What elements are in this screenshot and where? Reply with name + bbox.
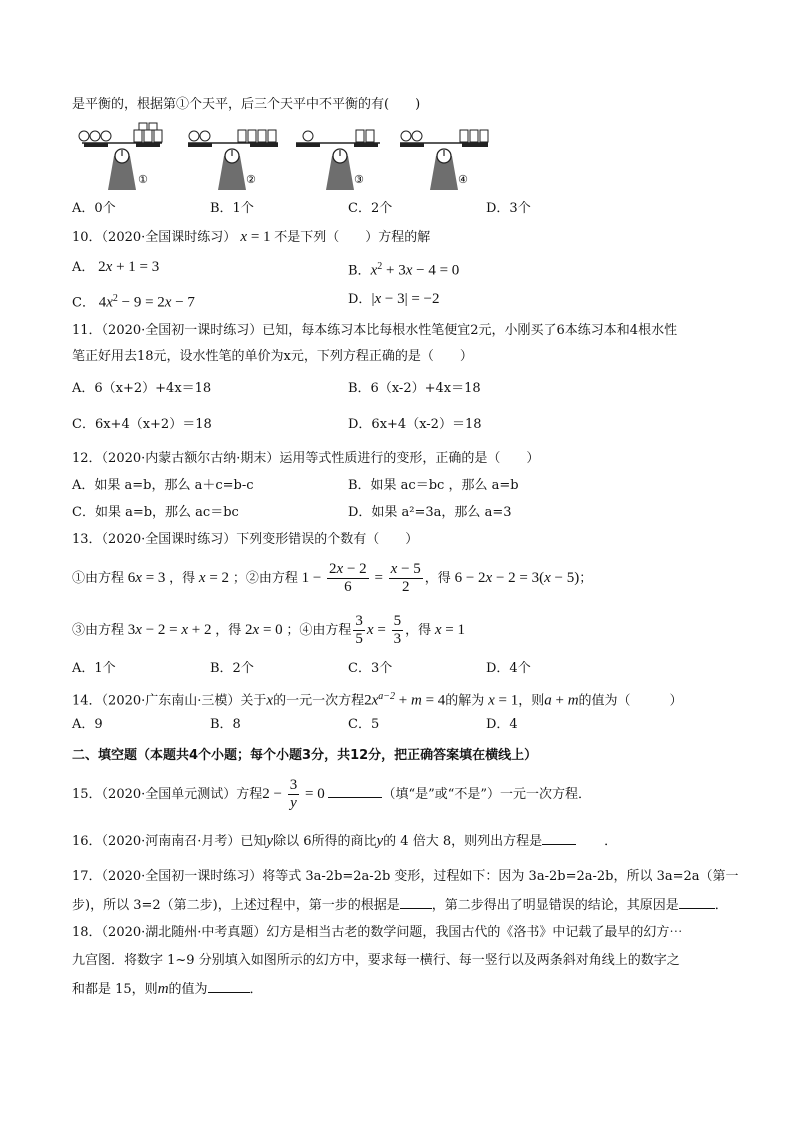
- q11-option-c: C．6x+4（x+2）＝18: [72, 417, 212, 432]
- q13-option-d: D．4个: [486, 661, 531, 676]
- q15-answer-blank[interactable]: [328, 785, 382, 798]
- q16-answer-blank[interactable]: [542, 832, 576, 845]
- q10-option-b: B．$x^2 + 3x - 4 = 0$: [348, 261, 460, 279]
- q11-option-b: B．6（x-2）+4x＝18: [348, 381, 481, 396]
- q10-stem: 10．（2020·全国课时练习） x = 1 不是下列（ ）方程的解: [72, 229, 431, 245]
- q9-option-c: C．2个: [348, 201, 393, 216]
- q12-option-c: C．如果 a=b，那么 ac＝bc: [72, 505, 239, 520]
- q10-source: 10．（2020·全国课时练习）: [72, 230, 237, 245]
- q13-line-2: ③由方程 3x − 2 = x + 2 ，得 2x = 0 ；④由方程 $\frac{3}{5}$ x = $\frac{5}{3}$ ，得 x = 1: [72, 613, 465, 647]
- q14-stem: 14．（2020·广东南山·三模）关于x的一元一次方程$2x^{a-2} + m = 4$的解为 x = 1，则a + m的值为（ ）: [72, 691, 683, 709]
- figure-label-2: ②: [246, 173, 256, 186]
- q16-stem: 16．（2020·河南南召·月考）已知y除以 6所得的商比y的 4 倍大 8，则列出方程是 ．: [72, 833, 618, 849]
- q17-line-1: 17．（2020·全国初一课时练习）将等式 3a-2b=2a-2b 变形，过程如下：因为 3a-2b=2a-2b，所以 3a=2a（第一: [72, 869, 739, 884]
- q18-line-3: 和都是 15，则m的值为 ．: [72, 981, 263, 997]
- q17-answer-blank-1[interactable]: [400, 896, 432, 909]
- q17-line-2: 步)，所以 3=2（第二步)，上述过程中，第一步的根据是 ，第二步得出了明显错误的结论，其原因是 ．: [72, 898, 728, 913]
- q14-option-a: A．9: [72, 717, 103, 732]
- q14-option-c: C．5: [348, 717, 380, 732]
- q14-option-d: D．4: [486, 717, 518, 732]
- q10-option-d: D．|x − 3| = −2: [348, 291, 440, 307]
- q17-answer-blank-2[interactable]: [679, 896, 715, 909]
- q13-option-b: B．2个: [210, 661, 254, 676]
- q9-option-d: D．3个: [486, 201, 531, 216]
- q13-option-a: A．1个: [72, 661, 116, 676]
- q18-line-1: 18．（2020·湖北随州·中考真题）幻方是相当古老的数学问题，我国古代的《洛书》中记载了最早的幻方⋯: [72, 925, 683, 940]
- figure-label-1: ①: [138, 173, 148, 186]
- q14-option-b: B．8: [210, 717, 241, 732]
- q13-option-c: C．3个: [348, 661, 393, 676]
- q18-answer-blank[interactable]: [208, 980, 250, 993]
- q10-question: 不是下列（ ）方程的解: [274, 230, 431, 245]
- figure-label-3: ③: [354, 173, 364, 186]
- q10-option-c: C． $4x^2 - 9 = 2x - 7$: [72, 293, 195, 311]
- q9-option-a: A．0个: [72, 201, 116, 216]
- q11-option-d: D．6x+4（x-2）＝18: [348, 417, 482, 432]
- figure-label-4: ④: [458, 173, 468, 186]
- q13-line-1: ①由方程 6x = 3 ，得 x = 2 ；②由方程 1 − $\frac{2x - 2}{6}$ = $\frac{x - 5}{2}$ ，得 6 − 2x − 2 = 3(x − 5)；: [72, 561, 593, 595]
- q15-stem: 15．（2020·全国单元测试）方程2 − $\frac{3}{y}$ = 0 （填“是”或“不是”）一元一次方程．: [72, 777, 592, 811]
- q9-option-b: B．1个: [210, 201, 254, 216]
- q18-line-2: 九宫图．将数字 1~9 分别填入如图所示的幻方中，要求每一横行、每一竖行以及两条斜对角线上的数字之: [72, 953, 680, 968]
- q11-line-1: 11．（2020·全国初一课时练习）已知，每本练习本比每根水性笔便宜2元，小刚买了6本练习本和4根水性: [72, 323, 678, 338]
- q13-stem: 13．（2020·全国课时练习）下列变形错误的个数有（ ）: [72, 532, 419, 547]
- q9-stem: 是平衡的，根据第①个天平，后三个天平中不平衡的有( ): [72, 97, 421, 112]
- section-heading-fill-in: 二、填空题（本题共4个小题；每个小题3分，共12分，把正确答案填在横线上）: [72, 748, 538, 763]
- q11-option-a: A．6（x+2）+4x＝18: [72, 381, 212, 396]
- balance-figure: [70, 120, 502, 192]
- q10-option-a: A． 2x + 1 = 3: [72, 259, 160, 275]
- q12-stem: 12．（2020·内蒙古额尔古纳·期末）运用等式性质进行的变形，正确的是（ ）: [72, 451, 540, 466]
- q11-line-2: 笔正好用去18元，设水性笔的单价为x元，下列方程正确的是（ ）: [72, 349, 473, 364]
- q12-option-b: B．如果 ac＝bc ，那么 a=b: [348, 478, 519, 493]
- q12-option-a: A．如果 a=b，那么 a＋c=b-c: [72, 478, 254, 493]
- q12-option-d: D．如果 a²=3a，那么 a=3: [348, 505, 512, 520]
